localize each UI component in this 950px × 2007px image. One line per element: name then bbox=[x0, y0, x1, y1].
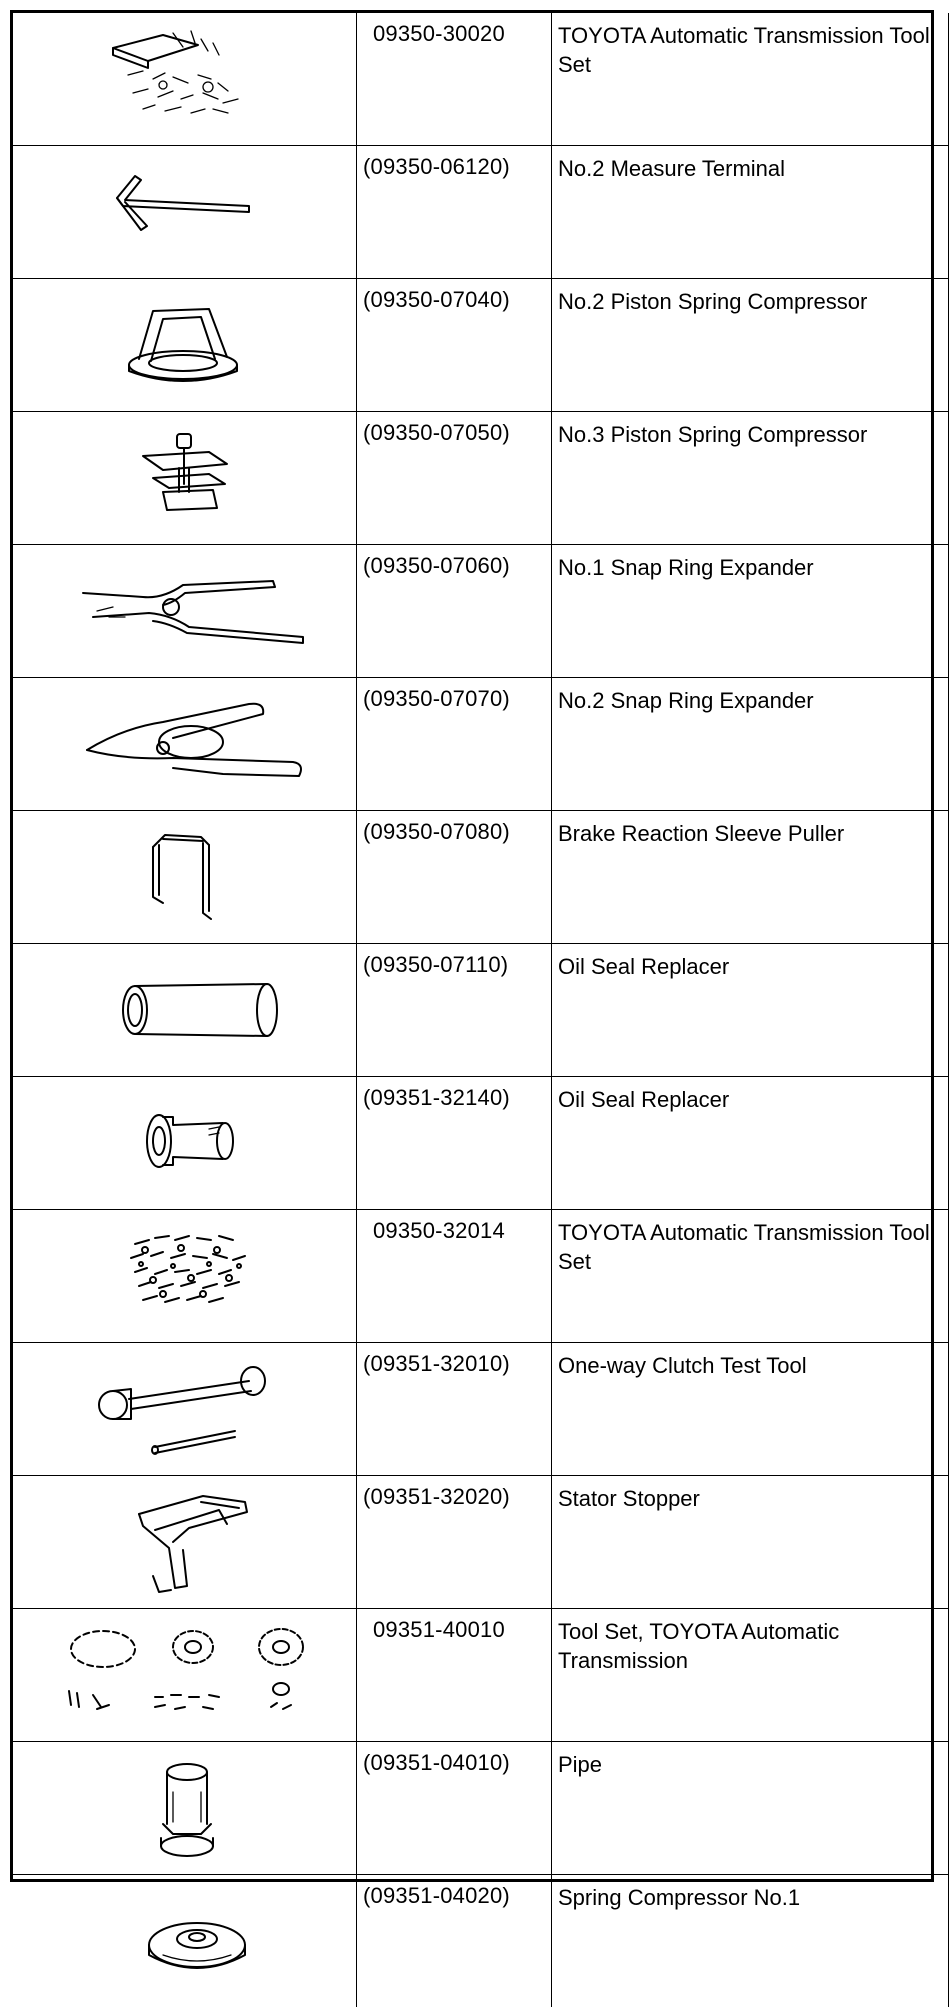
automatic-transmission-tool-set-icon bbox=[13, 13, 356, 137]
part-number: (09350-07050) bbox=[357, 412, 552, 545]
tool-illustration-cell bbox=[13, 1742, 357, 1875]
tool-illustration-cell bbox=[13, 1077, 357, 1210]
tool-name: Oil Seal Replacer bbox=[552, 944, 949, 1077]
part-number: (09350-07040) bbox=[357, 279, 552, 412]
tool-illustration-cell bbox=[13, 545, 357, 678]
tool-name: Tool Set, TOYOTA Automatic Transmission bbox=[552, 1609, 949, 1742]
table-row bbox=[13, 146, 949, 279]
one-way-clutch-test-tool-icon bbox=[13, 1343, 356, 1467]
snap-ring-expander-large-icon bbox=[13, 678, 356, 802]
tool-illustration-cell bbox=[13, 146, 357, 279]
part-number: (09351-32140) bbox=[357, 1077, 552, 1210]
tool-name: No.3 Piston Spring Compressor bbox=[552, 412, 949, 545]
part-number: 09350-30020 bbox=[357, 13, 552, 146]
part-number: (09350-07080) bbox=[357, 811, 552, 944]
part-number: (09351-32010) bbox=[357, 1343, 552, 1476]
tool-name: No.2 Measure Terminal bbox=[552, 146, 949, 279]
part-number: (09350-06120) bbox=[357, 146, 552, 279]
tool-illustration-cell bbox=[13, 13, 357, 146]
tool-illustration-cell bbox=[13, 1609, 357, 1742]
tool-name: Spring Compressor No.1 bbox=[552, 1875, 949, 2007]
part-number: (09351-04020) bbox=[357, 1875, 552, 2007]
table-row bbox=[13, 1077, 949, 1210]
table-row bbox=[13, 1609, 949, 1742]
table-row bbox=[13, 13, 949, 146]
plate-spring-compressor-icon bbox=[13, 412, 356, 536]
stator-stopper-icon bbox=[13, 1476, 356, 1600]
oil-seal-replacer-flanged-icon bbox=[13, 1077, 356, 1201]
tool-set-parts-pile-icon bbox=[13, 1210, 356, 1334]
table-row bbox=[13, 412, 949, 545]
tool-name: TOYOTA Automatic Transmission Tool Set bbox=[552, 13, 949, 146]
tool-illustration-cell bbox=[13, 678, 357, 811]
part-number: (09350-07110) bbox=[357, 944, 552, 1077]
tool-name: No.2 Snap Ring Expander bbox=[552, 678, 949, 811]
table-row bbox=[13, 678, 949, 811]
tool-name: Stator Stopper bbox=[552, 1476, 949, 1609]
snap-ring-expander-icon bbox=[13, 545, 356, 669]
tool-illustration-cell bbox=[13, 1875, 357, 2007]
tool-illustration-cell bbox=[13, 944, 357, 1077]
part-number: 09350-32014 bbox=[357, 1210, 552, 1343]
tool-illustration-cell bbox=[13, 412, 357, 545]
sleeve-puller-icon bbox=[13, 811, 356, 935]
tool-name: One-way Clutch Test Tool bbox=[552, 1343, 949, 1476]
table-row bbox=[13, 545, 949, 678]
tool-name: Pipe bbox=[552, 1742, 949, 1875]
tool-illustration-cell bbox=[13, 1476, 357, 1609]
part-number: 09351-40010 bbox=[357, 1609, 552, 1742]
measure-terminal-icon bbox=[13, 146, 356, 270]
part-number: (09351-32020) bbox=[357, 1476, 552, 1609]
tool-illustration-cell bbox=[13, 1343, 357, 1476]
table-row bbox=[13, 1210, 949, 1343]
table-row bbox=[13, 279, 949, 412]
tool-name: TOYOTA Automatic Transmission Tool Set bbox=[552, 1210, 949, 1343]
table-row bbox=[13, 1742, 949, 1875]
tool-illustration-cell bbox=[13, 279, 357, 412]
tool-illustration-cell bbox=[13, 1210, 357, 1343]
part-number: (09350-07070) bbox=[357, 678, 552, 811]
table-row bbox=[13, 1875, 949, 2007]
piston-spring-compressor-icon bbox=[13, 279, 356, 403]
table-row bbox=[13, 1476, 949, 1609]
table-row bbox=[13, 944, 949, 1077]
tool-name: No.2 Piston Spring Compressor bbox=[552, 279, 949, 412]
part-number: (09351-04010) bbox=[357, 1742, 552, 1875]
tool-illustration-cell bbox=[13, 811, 357, 944]
special-service-tools-table bbox=[10, 10, 934, 1882]
tool-name: No.1 Snap Ring Expander bbox=[552, 545, 949, 678]
tool-set-discs-icon bbox=[13, 1609, 356, 1733]
pipe-icon bbox=[13, 1742, 356, 1866]
tool-name: Oil Seal Replacer bbox=[552, 1077, 949, 1210]
part-number: (09350-07060) bbox=[357, 545, 552, 678]
table-row bbox=[13, 811, 949, 944]
table-row bbox=[13, 1343, 949, 1476]
oil-seal-replacer-tube-icon bbox=[13, 944, 356, 1068]
tool-name: Brake Reaction Sleeve Puller bbox=[552, 811, 949, 944]
